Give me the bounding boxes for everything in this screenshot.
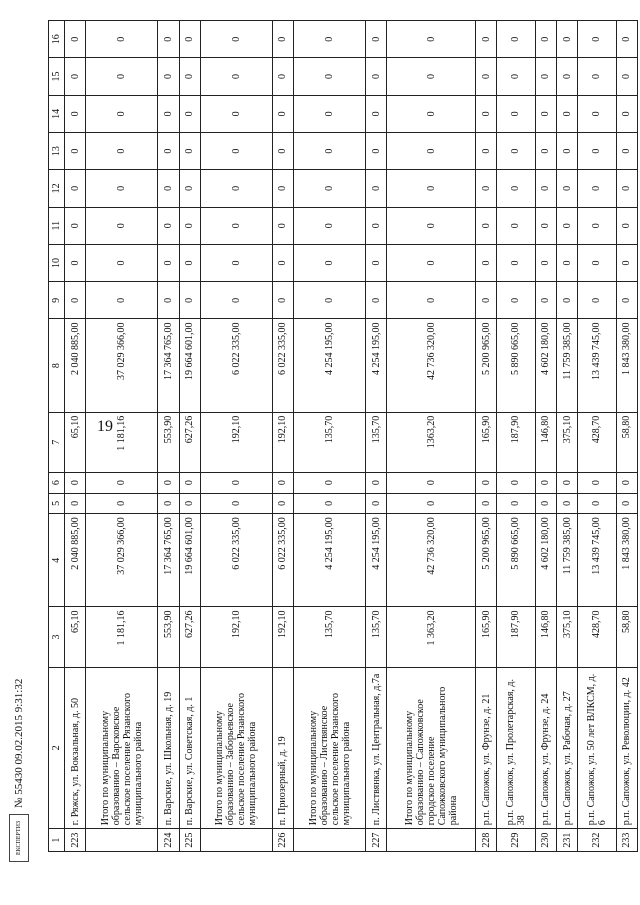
value-cell: 0 xyxy=(366,207,387,244)
value-cell: 0 xyxy=(497,170,535,207)
address-cell: р.п. Сапожок, ул. Фрунзе, д. 24 xyxy=(535,667,556,829)
value-cell: 0 xyxy=(476,170,497,207)
value-cell: 0 xyxy=(616,58,637,95)
value-cell: 0 xyxy=(200,282,272,319)
value-cell: 0 xyxy=(556,58,577,95)
value-cell: 37 029 366,00 xyxy=(86,319,158,412)
value-cell: 0 xyxy=(294,207,366,244)
value-cell: 0 xyxy=(294,493,366,514)
value-cell: 1 843 380,00 xyxy=(616,514,637,607)
value-cell: 0 xyxy=(387,207,476,244)
footer-stamp-area xyxy=(4,642,34,862)
value-cell: 428,70 xyxy=(578,412,616,472)
value-cell: 1363,20 xyxy=(387,412,476,472)
table-row xyxy=(616,21,637,852)
address-cell: Итого по муниципальному образованию – Сапожковское городское поселение Сапожковского муниципального района xyxy=(387,667,476,829)
value-cell: 0 xyxy=(616,132,637,169)
value-cell: 0 xyxy=(535,58,556,95)
value-cell: 0 xyxy=(366,95,387,132)
value-cell: 19 664 601,00 xyxy=(179,514,200,607)
value-cell: 13 439 745,00 xyxy=(578,319,616,412)
value-cell: 0 xyxy=(556,21,577,58)
row-number-cell: 230 xyxy=(535,829,556,852)
value-cell: 0 xyxy=(616,170,637,207)
value-cell: 0 xyxy=(158,132,179,169)
table-row xyxy=(200,21,272,852)
value-cell: 0 xyxy=(366,58,387,95)
row-number-cell: 233 xyxy=(616,829,637,852)
value-cell: 135,70 xyxy=(294,412,366,472)
value-cell: 0 xyxy=(86,95,158,132)
value-cell: 0 xyxy=(366,282,387,319)
value-cell: 375,10 xyxy=(556,412,577,472)
value-cell: 0 xyxy=(497,58,535,95)
value-cell: 42 736 320,00 xyxy=(387,319,476,412)
footer-rotated xyxy=(4,642,34,862)
address-cell: Итого по муниципальному образованию – Варсковское сельское поселение Рязанского муниципального района xyxy=(86,667,158,829)
value-cell: 2 040 885,00 xyxy=(65,514,86,607)
value-cell: 1 181,16 xyxy=(86,412,158,472)
value-cell: 0 xyxy=(200,132,272,169)
row-number-cell: 226 xyxy=(272,829,293,852)
value-cell: 0 xyxy=(556,207,577,244)
table-body xyxy=(65,21,638,852)
value-cell: 0 xyxy=(86,132,158,169)
value-cell: 0 xyxy=(272,132,293,169)
expertise-stamp: ЕКСПЕРТИЗ xyxy=(9,814,29,862)
value-cell: 0 xyxy=(387,21,476,58)
value-cell: 0 xyxy=(387,58,476,95)
value-cell: 0 xyxy=(476,282,497,319)
value-cell: 0 xyxy=(294,472,366,493)
value-cell: 135,70 xyxy=(366,412,387,472)
value-cell: 0 xyxy=(200,95,272,132)
value-cell: 0 xyxy=(294,282,366,319)
value-cell: 0 xyxy=(179,21,200,58)
value-cell: 0 xyxy=(387,493,476,514)
table-row xyxy=(65,21,86,852)
value-cell: 0 xyxy=(497,95,535,132)
value-cell: 0 xyxy=(86,493,158,514)
value-cell: 0 xyxy=(65,58,86,95)
value-cell: 5 200 965,00 xyxy=(476,319,497,412)
header-cell: 2 xyxy=(49,667,65,829)
value-cell: 0 xyxy=(158,95,179,132)
value-cell: 17 364 765,00 xyxy=(158,514,179,607)
value-cell: 0 xyxy=(497,207,535,244)
address-cell: Итого по муниципальному образованию – Заборьевское сельское поселение Рязанского муниципального района xyxy=(200,667,272,829)
value-cell: 0 xyxy=(179,282,200,319)
value-cell: 0 xyxy=(476,472,497,493)
value-cell: 0 xyxy=(65,95,86,132)
value-cell: 0 xyxy=(497,282,535,319)
table-row xyxy=(476,21,497,852)
address-cell: п. Варские, ул. Советская, д. 1 xyxy=(179,667,200,829)
table-row xyxy=(497,21,535,852)
value-cell: 0 xyxy=(158,207,179,244)
value-cell: 58,80 xyxy=(616,412,637,472)
value-cell: 187,90 xyxy=(497,412,535,472)
value-cell: 0 xyxy=(476,132,497,169)
row-number-cell: 232 xyxy=(578,829,616,852)
value-cell: 0 xyxy=(556,493,577,514)
value-cell: 65,10 xyxy=(65,412,86,472)
value-cell: 0 xyxy=(158,244,179,281)
table-row xyxy=(366,21,387,852)
value-cell: 0 xyxy=(179,472,200,493)
header-cell: 12 xyxy=(49,170,65,207)
value-cell: 6 022 335,00 xyxy=(272,514,293,607)
value-cell: 0 xyxy=(497,244,535,281)
header-cell: 6 xyxy=(49,472,65,493)
value-cell: 0 xyxy=(179,132,200,169)
rotated-table-container xyxy=(48,20,638,852)
value-cell: 0 xyxy=(387,95,476,132)
value-cell: 1 181,16 xyxy=(86,607,158,667)
value-cell: 0 xyxy=(366,132,387,169)
table-row xyxy=(294,21,366,852)
value-cell: 0 xyxy=(158,21,179,58)
value-cell: 0 xyxy=(158,58,179,95)
address-cell: р.п. Сапожок, ул. Фрунзе, д. 21 xyxy=(476,667,497,829)
address-cell: р.п. Сапожок, ул. 50 лет ВЛКСМ, д. 6 xyxy=(578,667,616,829)
row-number-cell xyxy=(387,829,476,852)
table-row xyxy=(535,21,556,852)
data-table xyxy=(48,20,638,852)
header-cell: 11 xyxy=(49,207,65,244)
address-cell: р.п. Сапожок, ул. Пролетарская, д. 38 xyxy=(497,667,535,829)
value-cell: 1 363,20 xyxy=(387,607,476,667)
value-cell: 0 xyxy=(556,95,577,132)
value-cell: 0 xyxy=(616,95,637,132)
value-cell: 0 xyxy=(179,244,200,281)
value-cell: 19 664 601,00 xyxy=(179,319,200,412)
table-row xyxy=(179,21,200,852)
value-cell: 0 xyxy=(294,170,366,207)
value-cell: 0 xyxy=(476,493,497,514)
value-cell: 11 759 385,00 xyxy=(556,319,577,412)
value-cell: 0 xyxy=(366,21,387,58)
value-cell: 4 254 195,00 xyxy=(294,514,366,607)
value-cell: 0 xyxy=(578,21,616,58)
value-cell: 4 254 195,00 xyxy=(294,319,366,412)
value-cell: 0 xyxy=(556,282,577,319)
value-cell: 0 xyxy=(535,170,556,207)
value-cell: 0 xyxy=(200,493,272,514)
value-cell: 17 364 765,00 xyxy=(158,319,179,412)
value-cell: 0 xyxy=(179,493,200,514)
value-cell: 0 xyxy=(65,493,86,514)
row-number-cell: 223 xyxy=(65,829,86,852)
value-cell: 0 xyxy=(556,132,577,169)
value-cell: 0 xyxy=(158,282,179,319)
value-cell: 0 xyxy=(86,282,158,319)
value-cell: 192,10 xyxy=(272,412,293,472)
value-cell: 165,90 xyxy=(476,412,497,472)
value-cell: 0 xyxy=(556,472,577,493)
value-cell: 0 xyxy=(387,170,476,207)
value-cell: 0 xyxy=(578,493,616,514)
value-cell: 0 xyxy=(497,493,535,514)
value-cell: 0 xyxy=(65,207,86,244)
registration-number: № 55430 09.02.2015 9:31:32 xyxy=(13,678,25,808)
value-cell: 0 xyxy=(65,170,86,207)
value-cell: 0 xyxy=(616,493,637,514)
header-cell: 3 xyxy=(49,607,65,667)
row-number-cell: 229 xyxy=(497,829,535,852)
row-number-cell: 231 xyxy=(556,829,577,852)
value-cell: 0 xyxy=(578,132,616,169)
address-cell: Итого по муниципальному образованию – Листвянское сельское поселение Рязанского муниципального района xyxy=(294,667,366,829)
header-cell: 13 xyxy=(49,132,65,169)
value-cell: 6 022 335,00 xyxy=(200,514,272,607)
value-cell: 0 xyxy=(65,21,86,58)
header-cell: 8 xyxy=(49,319,65,412)
value-cell: 627,26 xyxy=(179,412,200,472)
address-cell: г. Ряжск, ул. Вокзальная, д. 50 xyxy=(65,667,86,829)
table-row xyxy=(272,21,293,852)
value-cell: 0 xyxy=(387,282,476,319)
value-cell: 0 xyxy=(578,170,616,207)
value-cell: 0 xyxy=(86,244,158,281)
value-cell: 0 xyxy=(366,244,387,281)
value-cell: 0 xyxy=(86,170,158,207)
value-cell: 0 xyxy=(200,244,272,281)
header-cell: 15 xyxy=(49,58,65,95)
value-cell: 0 xyxy=(200,21,272,58)
value-cell: 4 254 195,00 xyxy=(366,514,387,607)
value-cell: 65,10 xyxy=(65,607,86,667)
value-cell: 0 xyxy=(179,170,200,207)
address-cell: п. Приозерный, д. 19 xyxy=(272,667,293,829)
value-cell: 0 xyxy=(556,244,577,281)
value-cell: 146,80 xyxy=(535,607,556,667)
value-cell: 0 xyxy=(272,282,293,319)
header-cell: 1 xyxy=(49,829,65,852)
row-number-cell: 225 xyxy=(179,829,200,852)
value-cell: 0 xyxy=(158,493,179,514)
header-cell: 4 xyxy=(49,514,65,607)
row-number-cell: 228 xyxy=(476,829,497,852)
header-cell: 7 xyxy=(49,412,65,472)
value-cell: 0 xyxy=(179,58,200,95)
value-cell: 13 439 745,00 xyxy=(578,514,616,607)
value-cell: 0 xyxy=(535,244,556,281)
value-cell: 553,90 xyxy=(158,607,179,667)
value-cell: 0 xyxy=(535,472,556,493)
value-cell: 0 xyxy=(366,493,387,514)
value-cell: 0 xyxy=(387,472,476,493)
value-cell: 0 xyxy=(272,21,293,58)
value-cell: 0 xyxy=(616,21,637,58)
value-cell: 0 xyxy=(578,95,616,132)
address-cell: п. Листвянка, ул. Центральная, д.7а xyxy=(366,667,387,829)
value-cell: 0 xyxy=(578,207,616,244)
header-cell: 14 xyxy=(49,95,65,132)
value-cell: 146,80 xyxy=(535,412,556,472)
value-cell: 0 xyxy=(272,95,293,132)
value-cell: 0 xyxy=(86,21,158,58)
value-cell: 0 xyxy=(497,21,535,58)
value-cell: 135,70 xyxy=(294,607,366,667)
value-cell: 0 xyxy=(535,95,556,132)
header-cell: 9 xyxy=(49,282,65,319)
value-cell: 192,10 xyxy=(200,607,272,667)
value-cell: 6 022 335,00 xyxy=(272,319,293,412)
row-number-cell xyxy=(200,829,272,852)
value-cell: 0 xyxy=(578,58,616,95)
value-cell: 0 xyxy=(556,170,577,207)
value-cell: 0 xyxy=(86,207,158,244)
value-cell: 0 xyxy=(535,132,556,169)
value-cell: 0 xyxy=(476,207,497,244)
header-row xyxy=(49,21,65,852)
value-cell: 0 xyxy=(65,244,86,281)
value-cell: 627,26 xyxy=(179,607,200,667)
value-cell: 0 xyxy=(387,244,476,281)
value-cell: 0 xyxy=(294,244,366,281)
value-cell: 0 xyxy=(86,472,158,493)
value-cell: 11 759 385,00 xyxy=(556,514,577,607)
value-cell: 0 xyxy=(535,21,556,58)
value-cell: 192,10 xyxy=(200,412,272,472)
value-cell: 375,10 xyxy=(556,607,577,667)
value-cell: 4 602 180,00 xyxy=(535,514,556,607)
address-cell: п. Варские, ул. Школьная, д. 19 xyxy=(158,667,179,829)
value-cell: 4 602 180,00 xyxy=(535,319,556,412)
value-cell: 0 xyxy=(294,58,366,95)
value-cell: 5 200 965,00 xyxy=(476,514,497,607)
row-number-cell xyxy=(86,829,158,852)
value-cell: 428,70 xyxy=(578,607,616,667)
value-cell: 0 xyxy=(272,493,293,514)
row-number-cell xyxy=(294,829,366,852)
address-cell: р.п. Сапожок, ул. Революции, д. 42 xyxy=(616,667,637,829)
value-cell: 0 xyxy=(497,472,535,493)
header-cell: 10 xyxy=(49,244,65,281)
value-cell: 0 xyxy=(294,132,366,169)
value-cell: 0 xyxy=(272,58,293,95)
value-cell: 0 xyxy=(65,282,86,319)
value-cell: 0 xyxy=(578,282,616,319)
value-cell: 58,80 xyxy=(616,607,637,667)
value-cell: 5 890 665,00 xyxy=(497,514,535,607)
table-row xyxy=(86,21,158,852)
value-cell: 0 xyxy=(272,244,293,281)
value-cell: 0 xyxy=(616,472,637,493)
value-cell: 37 029 366,00 xyxy=(86,514,158,607)
value-cell: 192,10 xyxy=(272,607,293,667)
value-cell: 0 xyxy=(272,170,293,207)
value-cell: 1 843 380,00 xyxy=(616,319,637,412)
value-cell: 0 xyxy=(158,472,179,493)
page-number: 19 xyxy=(97,418,113,435)
value-cell: 4 254 195,00 xyxy=(366,319,387,412)
value-cell: 0 xyxy=(387,132,476,169)
value-cell: 0 xyxy=(200,58,272,95)
value-cell: 0 xyxy=(366,472,387,493)
header-cell: 5 xyxy=(49,493,65,514)
table-row xyxy=(578,21,616,852)
table-row xyxy=(158,21,179,852)
value-cell: 0 xyxy=(476,95,497,132)
value-cell: 0 xyxy=(476,21,497,58)
value-cell: 187,90 xyxy=(497,607,535,667)
document-table-area xyxy=(48,20,638,852)
value-cell: 0 xyxy=(200,472,272,493)
row-number-cell: 227 xyxy=(366,829,387,852)
table-row xyxy=(556,21,577,852)
value-cell: 0 xyxy=(366,170,387,207)
value-cell: 0 xyxy=(578,244,616,281)
address-cell: р.п. Сапожок, ул. Рабочая, д. 27 xyxy=(556,667,577,829)
value-cell: 0 xyxy=(200,207,272,244)
value-cell: 0 xyxy=(179,207,200,244)
value-cell: 0 xyxy=(616,244,637,281)
value-cell: 0 xyxy=(476,58,497,95)
value-cell: 5 890 665,00 xyxy=(497,319,535,412)
value-cell: 0 xyxy=(535,282,556,319)
value-cell: 0 xyxy=(616,207,637,244)
value-cell: 0 xyxy=(158,170,179,207)
value-cell: 0 xyxy=(65,472,86,493)
value-cell: 0 xyxy=(294,21,366,58)
value-cell: 0 xyxy=(272,472,293,493)
value-cell: 0 xyxy=(616,282,637,319)
row-number-cell: 224 xyxy=(158,829,179,852)
value-cell: 0 xyxy=(535,493,556,514)
value-cell: 0 xyxy=(578,472,616,493)
value-cell: 2 040 885,00 xyxy=(65,319,86,412)
value-cell: 0 xyxy=(272,207,293,244)
value-cell: 553,90 xyxy=(158,412,179,472)
value-cell: 6 022 335,00 xyxy=(200,319,272,412)
value-cell: 0 xyxy=(200,170,272,207)
value-cell: 165,90 xyxy=(476,607,497,667)
value-cell: 0 xyxy=(294,95,366,132)
value-cell: 0 xyxy=(476,244,497,281)
value-cell: 0 xyxy=(86,58,158,95)
value-cell: 42 736 320,00 xyxy=(387,514,476,607)
value-cell: 0 xyxy=(179,95,200,132)
header-cell: 16 xyxy=(49,21,65,58)
value-cell: 0 xyxy=(535,207,556,244)
value-cell: 0 xyxy=(65,132,86,169)
value-cell: 0 xyxy=(497,132,535,169)
value-cell: 135,70 xyxy=(366,607,387,667)
table-row xyxy=(387,21,476,852)
